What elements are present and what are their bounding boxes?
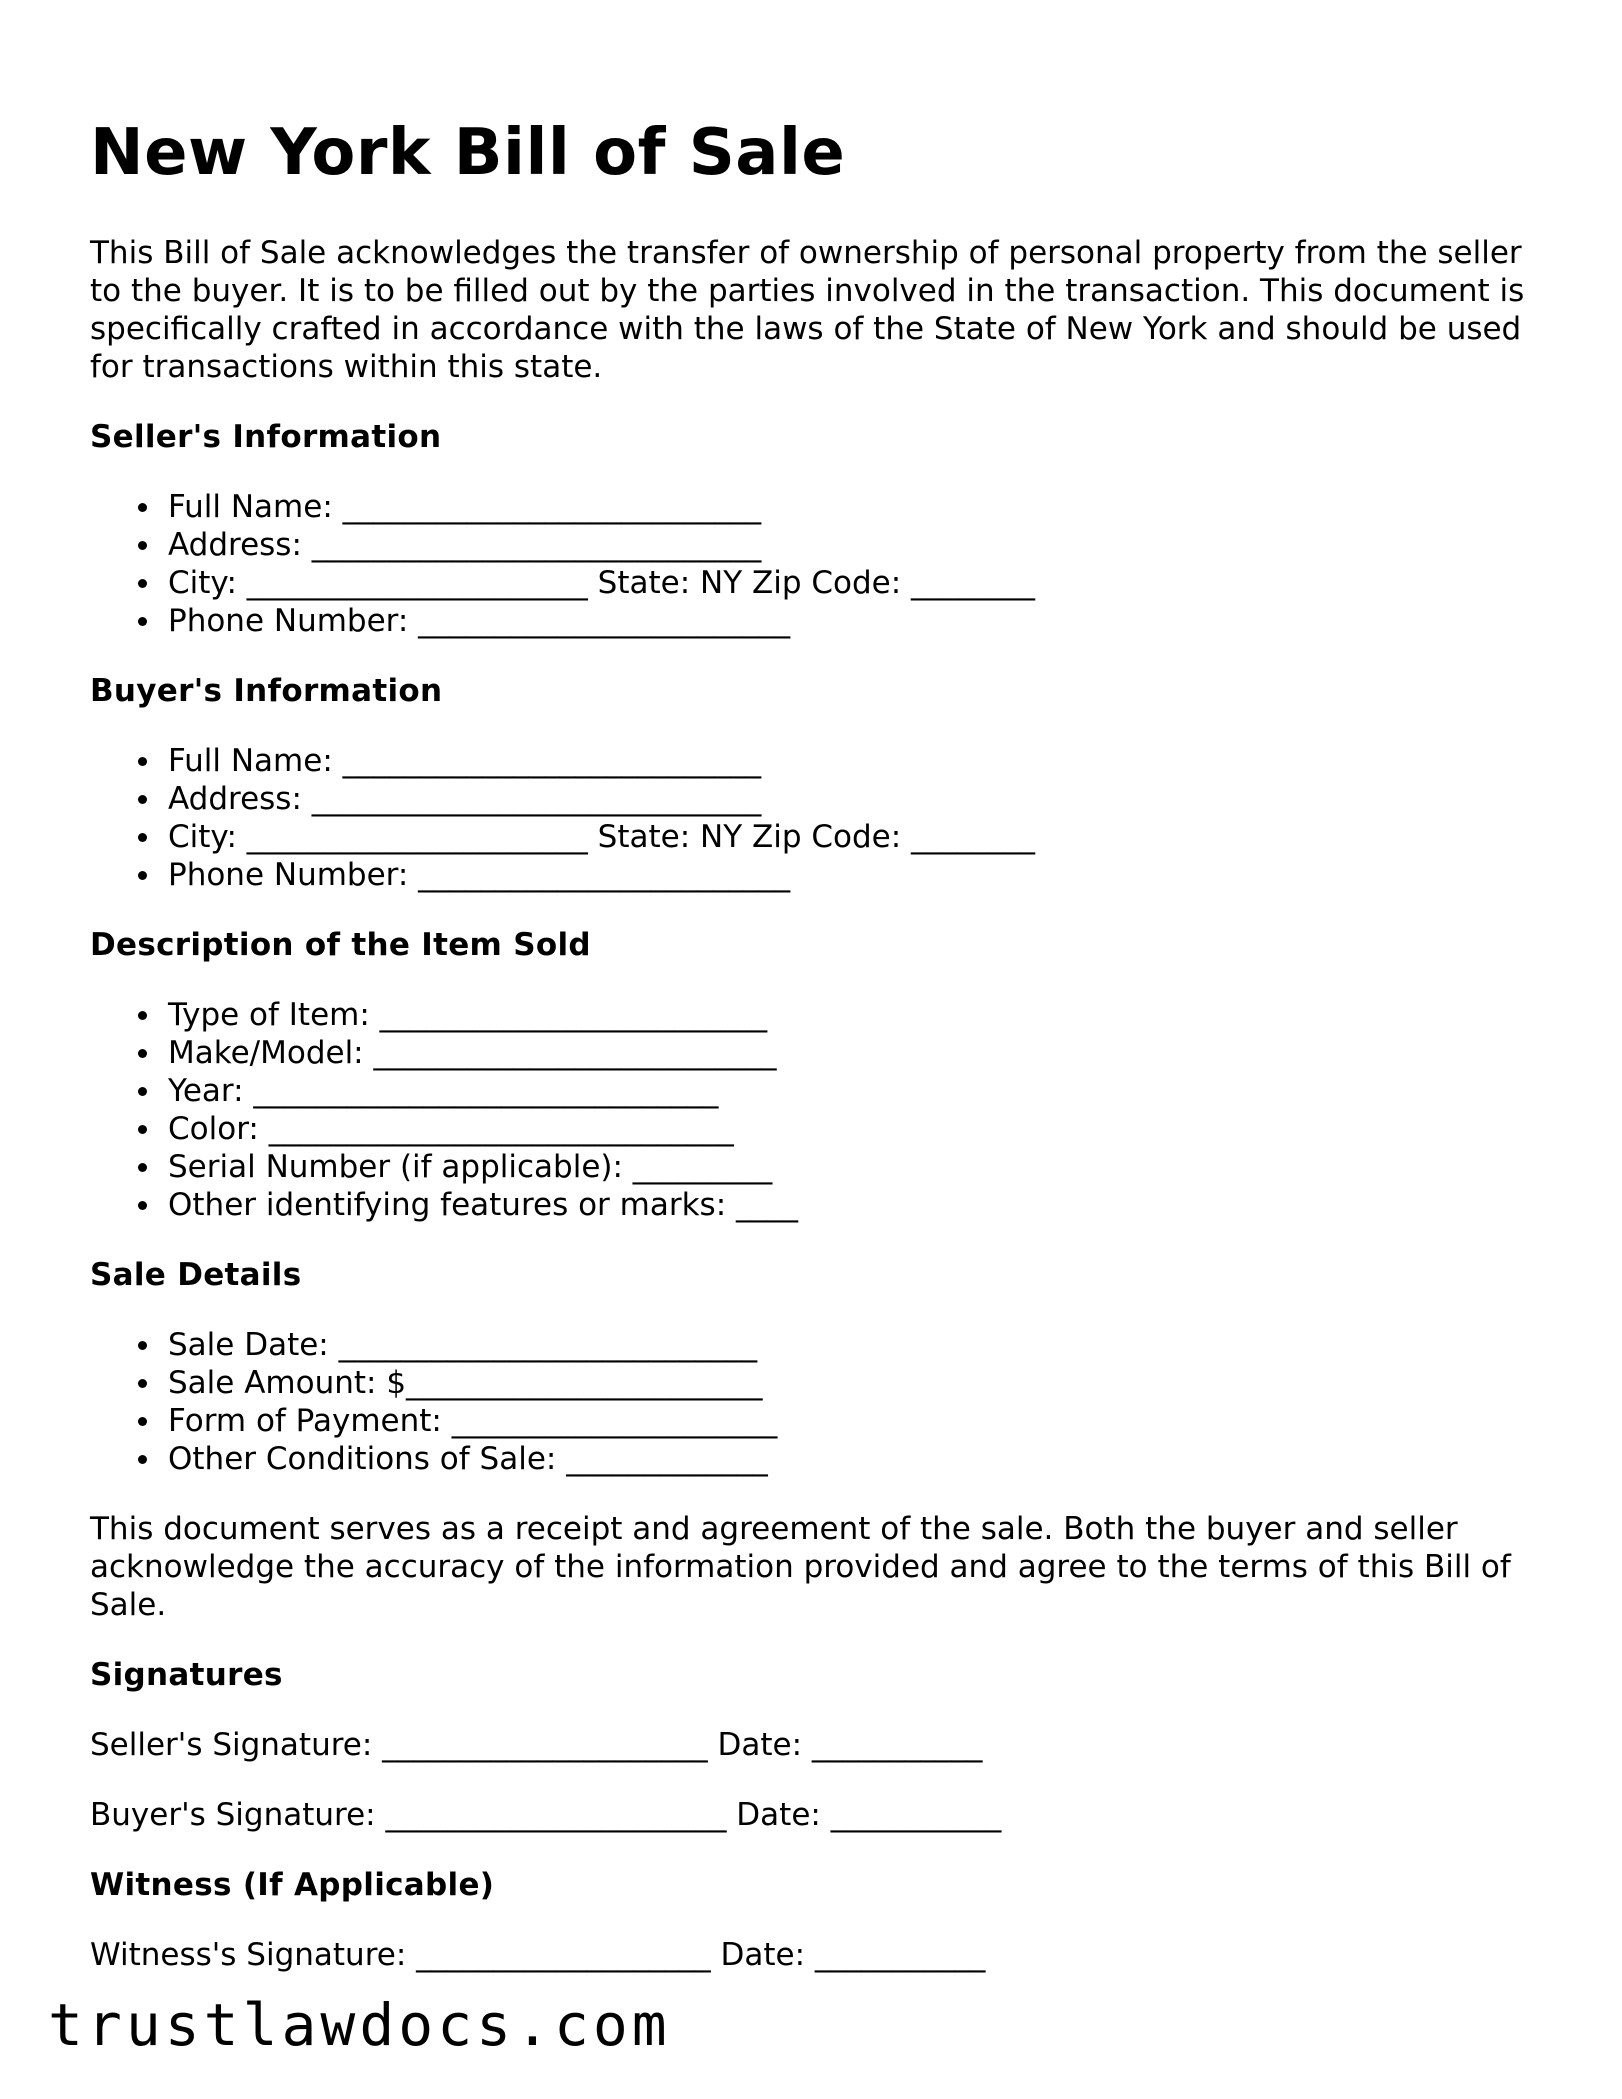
seller-city-field: City: ______________________ State: NY Zip Code: ________: [168, 564, 1530, 602]
seller-phone-field: Phone Number: ________________________: [168, 602, 1530, 640]
intro-paragraph: This Bill of Sale acknowledges the transfer of ownership of personal property from the seller to the buyer. It is to be filled out by the parties involved in the transaction. This document is specifically crafted in accordance with the laws of the State of New York and should be used for transactions within this state.: [90, 235, 1525, 385]
item-features-field: Other identifying features or marks: ____: [168, 1186, 1530, 1224]
page-title: New York Bill of Sale: [90, 116, 846, 190]
buyer-city-field: City: ______________________ State: NY Zip Code: ________: [168, 818, 1530, 856]
signatures-heading: Signatures: [90, 1657, 283, 1693]
item-type-field: Type of Item: _________________________: [168, 996, 1530, 1034]
item-serial-field: Serial Number (if applicable): _________: [168, 1148, 1530, 1186]
item-year-field: Year: ______________________________: [168, 1072, 1530, 1110]
sale-heading: Sale Details: [90, 1257, 302, 1293]
buyer-phone-field: Phone Number: ________________________: [168, 856, 1530, 894]
item-color-field: Color: ______________________________: [168, 1110, 1530, 1148]
buyer-list: [90, 742, 1530, 894]
seller-list: [90, 488, 1530, 640]
buyer-signature-line: Buyer's Signature: ______________________ Date: ___________: [90, 1797, 1002, 1833]
seller-signature-line: Seller's Signature: _____________________ Date: ___________: [90, 1727, 983, 1763]
buyer-full-name-field: Full Name: ___________________________: [168, 742, 1530, 780]
closing-paragraph: This document serves as a receipt and agreement of the sale. Both the buyer and seller acknowledge the accuracy of the information provided and agree to the terms of this Bill of Sale.: [90, 1511, 1511, 1623]
sale-amount-field: Sale Amount: $_______________________: [168, 1364, 1530, 1402]
sale-conditions-field: Other Conditions of Sale: _____________: [168, 1440, 1530, 1478]
sale-date-field: Sale Date: ___________________________: [168, 1326, 1530, 1364]
bill-of-sale-document: [90, 108, 1530, 2006]
witness-signature-line: Witness's Signature: ___________________ Date: ___________: [90, 1937, 986, 1973]
sale-payment-field: Form of Payment: _____________________: [168, 1402, 1530, 1440]
seller-address-field: Address: _____________________________: [168, 526, 1530, 564]
item-make-model-field: Make/Model: __________________________: [168, 1034, 1530, 1072]
item-heading: Description of the Item Sold: [90, 927, 591, 963]
buyer-heading: Buyer's Information: [90, 673, 443, 709]
buyer-address-field: Address: _____________________________: [168, 780, 1530, 818]
sale-list: [90, 1326, 1530, 1478]
seller-full-name-field: Full Name: ___________________________: [168, 488, 1530, 526]
site-watermark: trustlawdocs.com: [48, 1991, 671, 2059]
item-list: [90, 996, 1530, 1224]
witness-heading: Witness (If Applicable): [90, 1867, 495, 1903]
seller-heading: Seller's Information: [90, 419, 442, 455]
